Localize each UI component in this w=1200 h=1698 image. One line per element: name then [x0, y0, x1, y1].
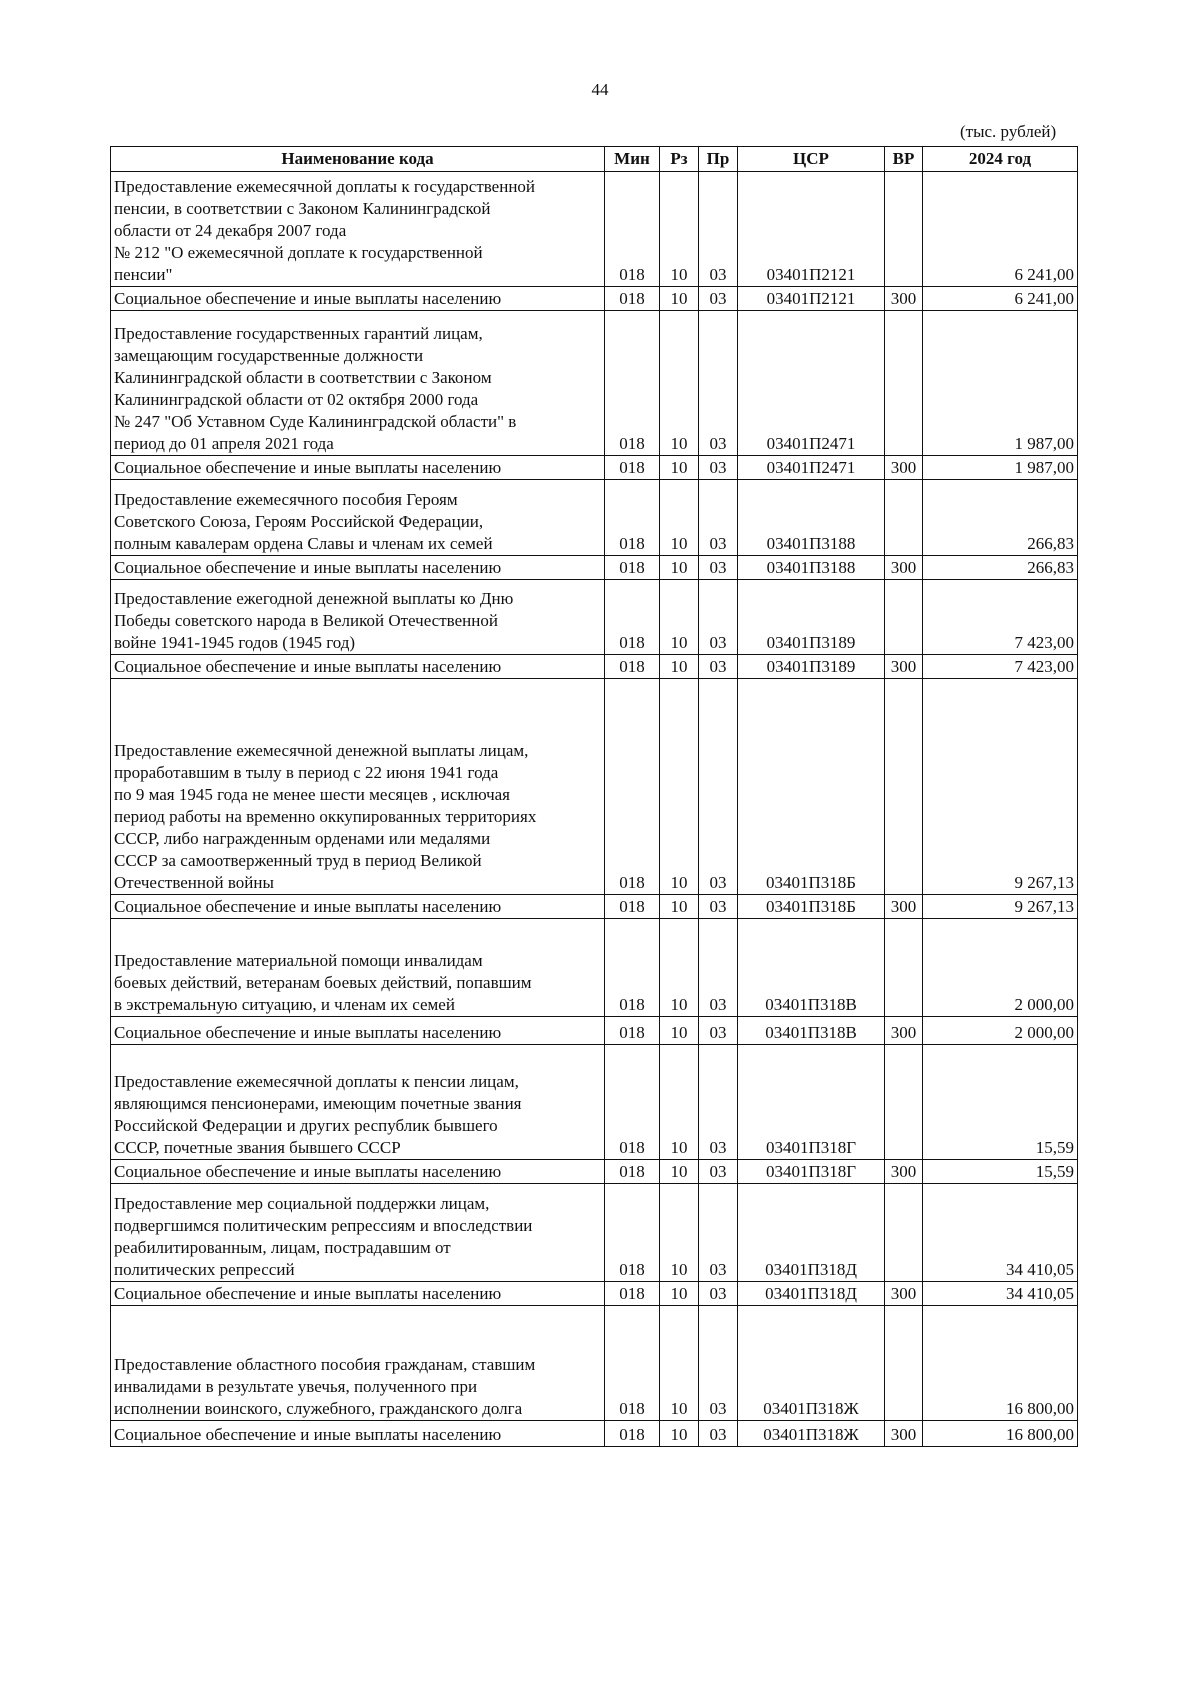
cell-pr: 03: [699, 1017, 738, 1045]
table-row: [111, 1160, 1078, 1184]
cell-amount: 2 000,00: [923, 919, 1078, 1017]
cell-rz: 10: [660, 556, 699, 580]
cell-rz: 10: [660, 1184, 699, 1282]
cell-min: 018: [605, 919, 660, 1017]
cell-pr: 03: [699, 287, 738, 311]
cell-amount: 15,59: [923, 1045, 1078, 1160]
cell-csr: 03401П2121: [738, 287, 885, 311]
header-year: 2024 год: [923, 147, 1078, 172]
cell-vr: 300: [885, 1017, 923, 1045]
cell-rz: 10: [660, 480, 699, 556]
cell-csr: 03401П3188: [738, 480, 885, 556]
cell-rz: 10: [660, 1045, 699, 1160]
cell-pr: 03: [699, 556, 738, 580]
cell-amount: 6 241,00: [923, 287, 1078, 311]
cell-vr: [885, 580, 923, 655]
cell-pr: 03: [699, 655, 738, 679]
cell-vr: [885, 311, 923, 456]
budget-table: [110, 146, 1078, 1447]
cell-rz: 10: [660, 580, 699, 655]
cell-min: 018: [605, 655, 660, 679]
table-row: [111, 679, 1078, 895]
cell-name: Предоставление государственных гарантий лицам, замещающим государственные должности Калининградской области в соответствии с Законом Калининградской области от 02 октября 2000 года № 247 "Об Уставном Суде Калининградской области" в период до 01 апреля 2021 года: [111, 311, 605, 456]
cell-min: 018: [605, 1045, 660, 1160]
header-pr: Пр: [699, 147, 738, 172]
cell-min: 018: [605, 895, 660, 919]
cell-min: 018: [605, 679, 660, 895]
cell-rz: 10: [660, 655, 699, 679]
cell-name: Предоставление ежегодной денежной выплаты ко Дню Победы советского народа в Великой Отечественной войне 1941-1945 годов (1945 год): [111, 580, 605, 655]
cell-pr: 03: [699, 480, 738, 556]
cell-pr: 03: [699, 919, 738, 1017]
table-row: [111, 456, 1078, 480]
cell-csr: 03401П3189: [738, 580, 885, 655]
table-row: [111, 1282, 1078, 1306]
cell-min: 018: [605, 1282, 660, 1306]
cell-name: Предоставление ежемесячного пособия Героям Советского Союза, Героям Российской Федерации, полным кавалерам ордена Славы и членам их семей: [111, 480, 605, 556]
cell-min: 018: [605, 172, 660, 287]
page-number: 44: [591, 80, 609, 99]
cell-amount: 9 267,13: [923, 679, 1078, 895]
cell-vr: [885, 679, 923, 895]
cell-pr: 03: [699, 456, 738, 480]
cell-amount: 16 800,00: [923, 1421, 1078, 1447]
cell-csr: 03401П2471: [738, 311, 885, 456]
cell-rz: 10: [660, 456, 699, 480]
cell-name: Социальное обеспечение и иные выплаты населению: [111, 1282, 605, 1306]
cell-name: Предоставление материальной помощи инвалидам боевых действий, ветеранам боевых действий, попавшим в экстремальную ситуацию, и членам их семей: [111, 919, 605, 1017]
cell-csr: 03401П318Д: [738, 1282, 885, 1306]
cell-amount: 7 423,00: [923, 580, 1078, 655]
cell-csr: 03401П318Ж: [738, 1306, 885, 1421]
cell-rz: 10: [660, 1160, 699, 1184]
cell-csr: 03401П318Г: [738, 1160, 885, 1184]
cell-name: Социальное обеспечение и иные выплаты населению: [111, 556, 605, 580]
cell-csr: 03401П318В: [738, 1017, 885, 1045]
header-csr: ЦСР: [738, 147, 885, 172]
table-row: [111, 1421, 1078, 1447]
cell-pr: 03: [699, 895, 738, 919]
cell-min: 018: [605, 1421, 660, 1447]
cell-min: 018: [605, 480, 660, 556]
cell-csr: 03401П318Д: [738, 1184, 885, 1282]
cell-vr: [885, 1184, 923, 1282]
cell-csr: 03401П318В: [738, 919, 885, 1017]
cell-amount: 7 423,00: [923, 655, 1078, 679]
cell-pr: 03: [699, 1160, 738, 1184]
cell-vr: 300: [885, 1282, 923, 1306]
cell-min: 018: [605, 287, 660, 311]
cell-name: Предоставление ежемесячной доплаты к государственной пенсии, в соответствии с Законом Калининградской области от 24 декабря 2007 года № 212 "О ежемесячной доплате к государственной пенсии": [111, 172, 605, 287]
cell-name: Предоставление областного пособия гражданам, ставшим инвалидами в результате увечья, полученного при исполнении воинского, служебного, гражданского долга: [111, 1306, 605, 1421]
table-row: [111, 655, 1078, 679]
cell-pr: 03: [699, 172, 738, 287]
cell-pr: 03: [699, 580, 738, 655]
cell-rz: 10: [660, 1306, 699, 1421]
cell-amount: 9 267,13: [923, 895, 1078, 919]
cell-rz: 10: [660, 919, 699, 1017]
cell-amount: 16 800,00: [923, 1306, 1078, 1421]
cell-csr: 03401П2121: [738, 172, 885, 287]
cell-rz: 10: [660, 287, 699, 311]
cell-vr: [885, 1045, 923, 1160]
cell-name: Социальное обеспечение и иные выплаты населению: [111, 287, 605, 311]
cell-amount: 34 410,05: [923, 1282, 1078, 1306]
cell-vr: [885, 480, 923, 556]
cell-name: Предоставление ежемесячной денежной выплаты лицам, проработавшим в тылу в период с 22 июня 1941 года по 9 мая 1945 года не менее шести месяцев , исключая период работы на временно оккупированных территориях СССР, либо награжденным орденами или медалями СССР за самоотверженный труд в период Великой Отечественной войны: [111, 679, 605, 895]
cell-name: Социальное обеспечение и иные выплаты населению: [111, 1017, 605, 1045]
cell-csr: 03401П3189: [738, 655, 885, 679]
cell-vr: [885, 919, 923, 1017]
cell-vr: 300: [885, 1421, 923, 1447]
table-row: [111, 919, 1078, 1017]
cell-name: Социальное обеспечение и иные выплаты населению: [111, 1160, 605, 1184]
header-name: Наименование кода: [111, 147, 605, 172]
header-rz: Рз: [660, 147, 699, 172]
cell-pr: 03: [699, 1045, 738, 1160]
cell-vr: 300: [885, 895, 923, 919]
cell-vr: 300: [885, 287, 923, 311]
cell-csr: 03401П318Ж: [738, 1421, 885, 1447]
cell-amount: 1 987,00: [923, 311, 1078, 456]
cell-vr: 300: [885, 556, 923, 580]
cell-vr: 300: [885, 1160, 923, 1184]
table-row: [111, 1306, 1078, 1421]
table-body: [111, 172, 1078, 1447]
cell-csr: 03401П318Б: [738, 679, 885, 895]
cell-vr: 300: [885, 655, 923, 679]
cell-min: 018: [605, 1306, 660, 1421]
cell-rz: 10: [660, 172, 699, 287]
cell-rz: 10: [660, 1421, 699, 1447]
table-row: [111, 172, 1078, 287]
cell-pr: 03: [699, 1421, 738, 1447]
cell-amount: 266,83: [923, 556, 1078, 580]
table-row: [111, 480, 1078, 556]
cell-rz: 10: [660, 895, 699, 919]
cell-min: 018: [605, 556, 660, 580]
cell-name: Социальное обеспечение и иные выплаты населению: [111, 895, 605, 919]
cell-pr: 03: [699, 1306, 738, 1421]
table-header-row: [111, 147, 1078, 172]
cell-name: Социальное обеспечение и иные выплаты населению: [111, 1421, 605, 1447]
cell-min: 018: [605, 1184, 660, 1282]
cell-amount: 1 987,00: [923, 456, 1078, 480]
header-min: Мин: [605, 147, 660, 172]
cell-csr: 03401П3188: [738, 556, 885, 580]
cell-name: Предоставление мер социальной поддержки лицам, подвергшимся политическим репрессиям и впоследствии реабилитированным, лицам, пострадавшим от политических репрессий: [111, 1184, 605, 1282]
cell-amount: 6 241,00: [923, 172, 1078, 287]
table-row: [111, 311, 1078, 456]
cell-vr: [885, 172, 923, 287]
cell-vr: [885, 1306, 923, 1421]
cell-csr: 03401П318Б: [738, 895, 885, 919]
table-row: [111, 1017, 1078, 1045]
cell-min: 018: [605, 1017, 660, 1045]
cell-vr: 300: [885, 456, 923, 480]
cell-name: Предоставление ежемесячной доплаты к пенсии лицам, являющимся пенсионерами, имеющим почетные звания Российской Федерации и других республик бывшего СССР, почетные звания бывшего СССР: [111, 1045, 605, 1160]
cell-name: Социальное обеспечение и иные выплаты населению: [111, 456, 605, 480]
cell-pr: 03: [699, 311, 738, 456]
table-row: [111, 895, 1078, 919]
header-vr: ВР: [885, 147, 923, 172]
cell-rz: 10: [660, 1017, 699, 1045]
cell-pr: 03: [699, 1282, 738, 1306]
cell-min: 018: [605, 580, 660, 655]
table-row: [111, 1045, 1078, 1160]
cell-amount: 266,83: [923, 480, 1078, 556]
table-row: [111, 287, 1078, 311]
cell-csr: 03401П318Г: [738, 1045, 885, 1160]
table-row: [111, 556, 1078, 580]
cell-pr: 03: [699, 679, 738, 895]
cell-csr: 03401П2471: [738, 456, 885, 480]
cell-amount: 15,59: [923, 1160, 1078, 1184]
cell-rz: 10: [660, 1282, 699, 1306]
cell-rz: 10: [660, 311, 699, 456]
cell-name: Социальное обеспечение и иные выплаты населению: [111, 655, 605, 679]
units-label: (тыс. рублей): [960, 122, 1057, 141]
cell-pr: 03: [699, 1184, 738, 1282]
cell-rz: 10: [660, 679, 699, 895]
cell-min: 018: [605, 456, 660, 480]
table-row: [111, 1184, 1078, 1282]
cell-min: 018: [605, 1160, 660, 1184]
cell-amount: 34 410,05: [923, 1184, 1078, 1282]
cell-min: 018: [605, 311, 660, 456]
table-row: [111, 580, 1078, 655]
cell-amount: 2 000,00: [923, 1017, 1078, 1045]
